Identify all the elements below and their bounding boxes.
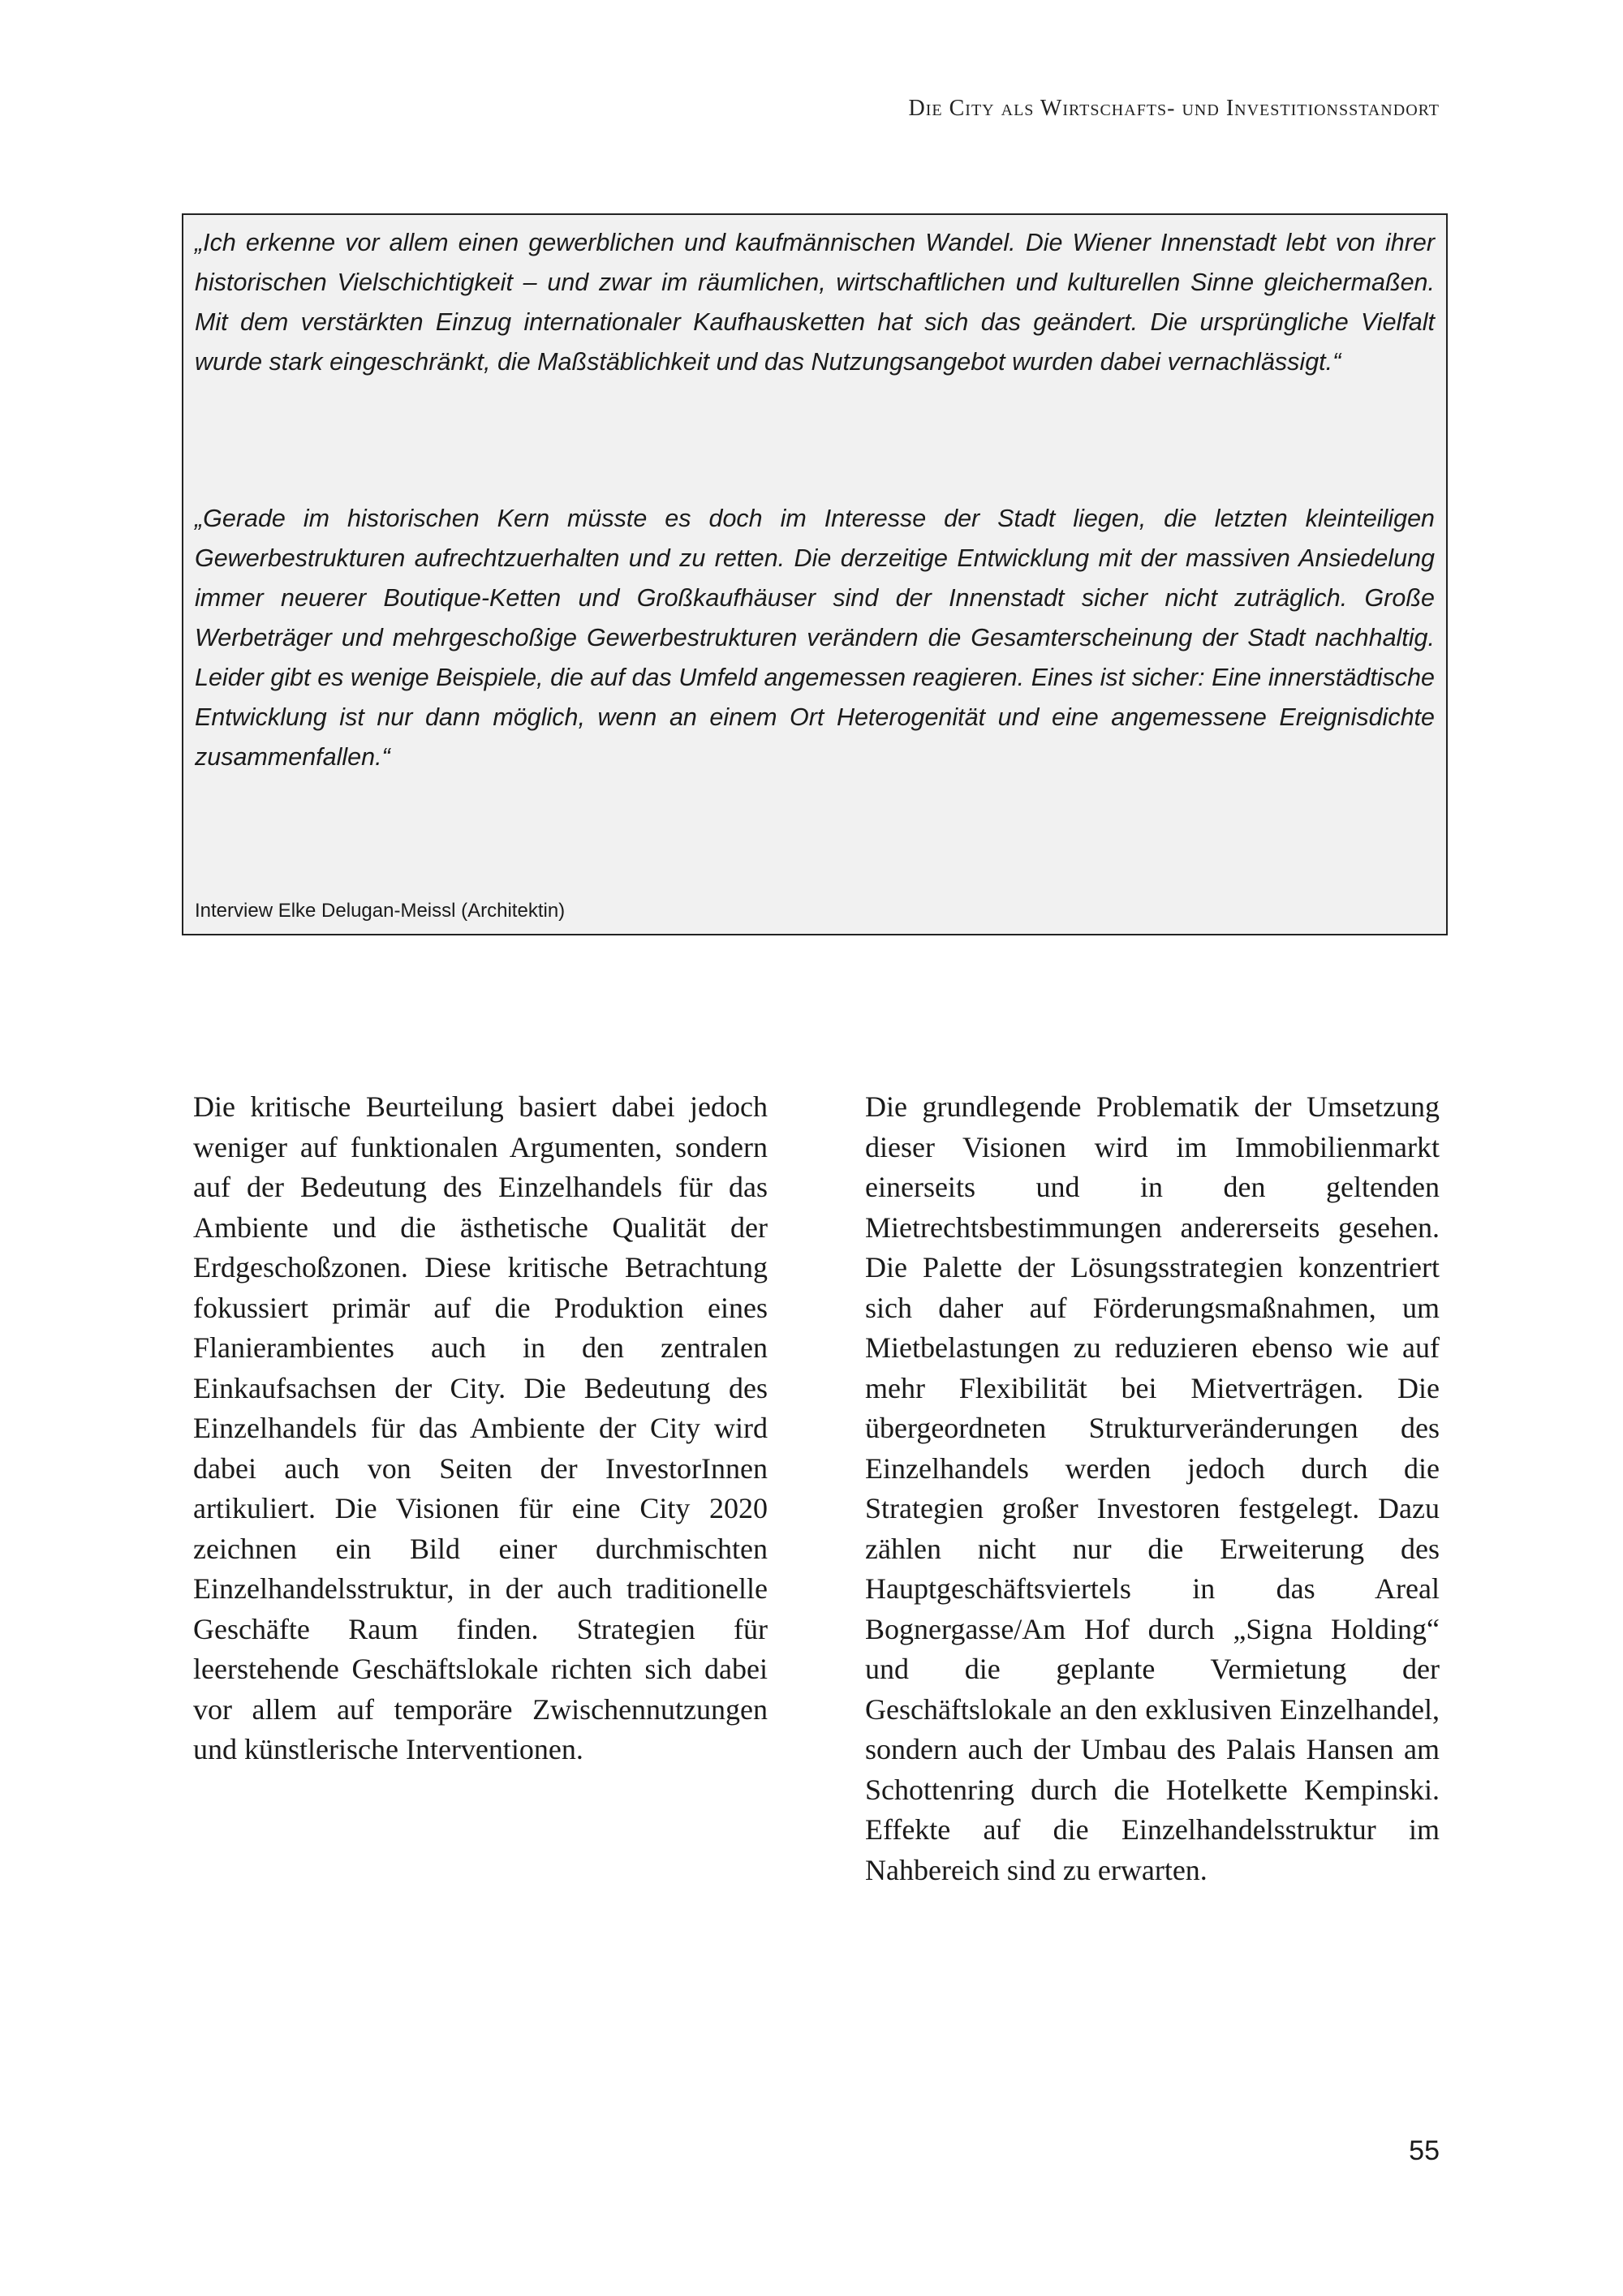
running-header: Die City als Wirtschafts- und Investitionsstandort <box>908 96 1440 121</box>
interview-quote-first: „Ich erkenne vor allem einen gewerblichen und kaufmännischen Wandel. Die Wiener Innenstadt lebt von ihrer historischen Vielschichtigkeit – und zwar im räumlichen, wirtschaftlichen und kulturellen Sinne gleichermaßen. Mit dem verstärkten Einzug internationaler Kaufhausketten hat sich das geändert. Die ursprüngliche Vielfalt wurde stark eingeschränkt, die Maßstäblichkeit und das Nutzungsangebot wurden dabei vernachlässigt.“ <box>195 229 1435 376</box>
body-column-right: Die grundlegende Problematik der Umsetzung dieser Visionen wird im Immobilienmarkt einerseits und in den geltenden Mietrechtsbestimmungen andererseits gesehen. Die Palette der Lösungsstrategien konzentriert sich daher auf Förderungsmaßnahmen, um Mietbelastungen zu reduzieren ebenso wie auf mehr Flexibilität bei Mietverträgen. Die übergeordneten Strukturveränderungen des Einzelhandels werden jedoch durch die Strategien großer Investoren festgelegt. Dazu zählen nicht nur die Erweiterung des Hauptgeschäftsviertels in das Areal Bognergasse/Am Hof durch „Signa Holding“ und die geplante Vermietung der Geschäftslokale an den exklusiven Einzelhandel, sondern auch der Umbau des Palais Hansen am Schottenring durch die Hotelkette Kempinski. Effekte auf die Einzelhandelsstruktur im Nahbereich sind zu erwarten. <box>865 1090 1440 1886</box>
interview-credit: Interview Elke Delugan-Meissl (Architektin) <box>195 900 566 922</box>
interview-quote-box <box>182 213 1448 935</box>
page-number: 55 <box>1409 2135 1440 2166</box>
interview-quote-second: „Gerade im historischen Kern müsste es doch im Interesse der Stadt liegen, die letzten kleinteiligen Gewerbestrukturen aufrechtzuerhalten und zu retten. Die derzeitige Entwicklung mit der massiven Ansiedelung immer neuerer Boutique-Ketten und Großkaufhäuser sind der Innenstadt sicher nicht zuträglich. Große Werbeträger und mehrgeschoßige Gewerbestrukturen verändern die Gesamterscheinung der Stadt nachhaltig. Leider gibt es wenige Beispiele, die auf das Umfeld angemessen reagieren. Eines ist sicher: Eine innerstädtische Entwicklung ist nur dann möglich, wenn an einem Ort Heterogenität und eine angemessene Ereignisdichte zusammenfallen.“ <box>195 505 1435 771</box>
body-column-left: Die kritische Beurteilung basiert dabei jedoch weniger auf funktionalen Argumenten, sondern auf der Bedeutung des Einzelhandels für das Ambiente und die ästhetische Qualität der Erdgeschoßzonen. Diese kritische Betrachtung fokussiert primär auf die Produktion eines Flanierambientes auch in den zentralen Einkaufsachsen der City. Die Bedeutung des Einzelhandels für das Ambiente der City wird dabei auch von Seiten der InvestorInnen artikuliert. Die Visionen für eine City 2020 zeichnen ein Bild einer durchmischten Einzelhandelsstruktur, in der auch traditionelle Geschäfte Raum finden. Strategien für leerstehende Geschäftslokale richten sich dabei vor allem auf temporäre Zwischennutzungen und künstlerische Interventionen. <box>193 1090 768 1765</box>
